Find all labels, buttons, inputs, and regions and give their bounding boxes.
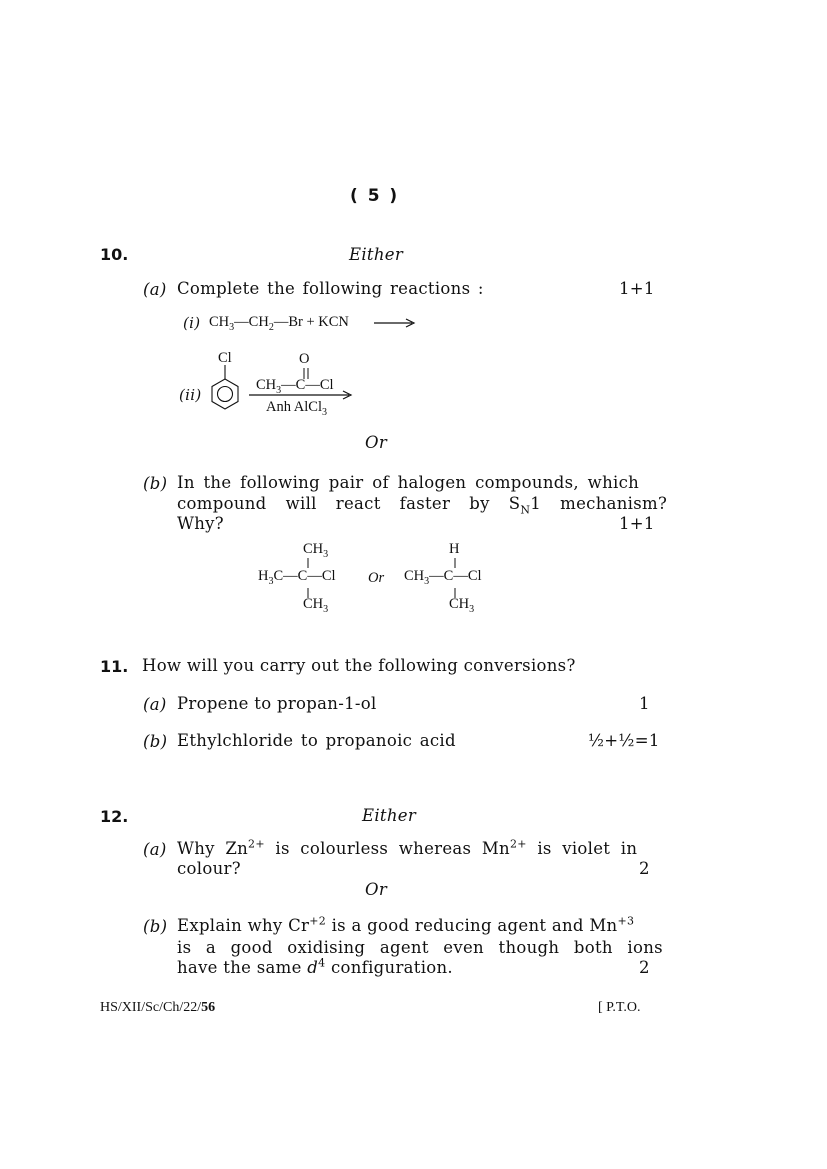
q10b-line2: compound will react faster by $S_N1$ mechanism?	[177, 494, 668, 517]
q10a-i-reaction: $CH_3—CH_2—Br$ + KCN	[209, 314, 349, 333]
q12a-line1: Why $Zn^{2+}$ is colourless whereas $Mn^{2+}$ is violet in	[177, 837, 638, 858]
q12b-marks: 2	[639, 958, 650, 977]
q10a-label: (a)	[143, 280, 167, 299]
struct2-top: H	[449, 541, 460, 557]
q10a-ii-label: (ii)	[179, 386, 202, 404]
q11b-label: (b)	[143, 732, 168, 751]
struct1-top: $CH_3$	[303, 541, 329, 560]
page-number: ( 5 )	[350, 186, 400, 206]
q10b-line3: Why?	[177, 514, 224, 533]
paper-code: HS/XII/Sc/Ch/22/56	[100, 1000, 216, 1015]
q10a-marks: 1+1	[619, 279, 655, 298]
reagent-oxygen: O	[299, 351, 310, 367]
q11b-text: Ethylchloride to propanoic acid	[177, 731, 456, 750]
q11b-marks: ½+½=1	[588, 731, 660, 750]
q10b-marks: 1+1	[619, 514, 655, 533]
reagent-acetyl-chloride: $CH_3—C—Cl$	[256, 377, 334, 396]
q11a-label: (a)	[143, 695, 167, 714]
q10-either: Either	[349, 245, 404, 264]
reagent-catalyst: Anh AlCl$_3$	[266, 399, 327, 418]
q11a-marks: 1	[639, 694, 650, 713]
struct1-main: $H_3C—C—Cl$	[258, 568, 336, 587]
q12b-line1: Explain why $Cr^{+2}$ is a good reducing agent and $Mn^{+3}$	[177, 914, 635, 935]
q10b-label: (b)	[143, 474, 168, 493]
question-11-number: 11.	[100, 657, 129, 676]
q10a-text: Complete the following reactions :	[177, 279, 484, 298]
pto-marker: [ P.T.O.	[598, 1000, 641, 1015]
q10b-line1: In the following pair of halogen compounds, which	[177, 473, 640, 492]
q10-or: Or	[365, 433, 388, 452]
struct-or: Or	[368, 570, 385, 586]
question-12-number: 12.	[100, 807, 129, 826]
benzene-cl-substituent: Cl	[218, 350, 232, 366]
q12-either: Either	[362, 806, 417, 825]
q12b-label: (b)	[143, 917, 168, 936]
q12a-label: (a)	[143, 840, 167, 859]
struct2-main: $CH_3—C—Cl$	[404, 568, 482, 587]
q11a-text: Propene to propan-1-ol	[177, 694, 377, 713]
q12-or: Or	[365, 880, 388, 899]
q11-text: How will you carry out the following conversions?	[142, 656, 576, 675]
reaction-arrow-i	[372, 316, 418, 330]
q12b-line3: have the same $d^4$ configuration.	[177, 956, 453, 977]
q12a-marks: 2	[639, 859, 650, 878]
benzene-ring-icon	[205, 365, 245, 415]
struct2-bottom: $CH_3$	[449, 596, 475, 615]
question-10-number: 10.	[100, 245, 129, 264]
q10a-i-label: (i)	[183, 314, 201, 332]
q12b-line2: is a good oxidising agent even though both ions	[177, 938, 663, 957]
q12a-line2: colour?	[177, 859, 241, 878]
struct1-bottom: $CH_3$	[303, 596, 329, 615]
